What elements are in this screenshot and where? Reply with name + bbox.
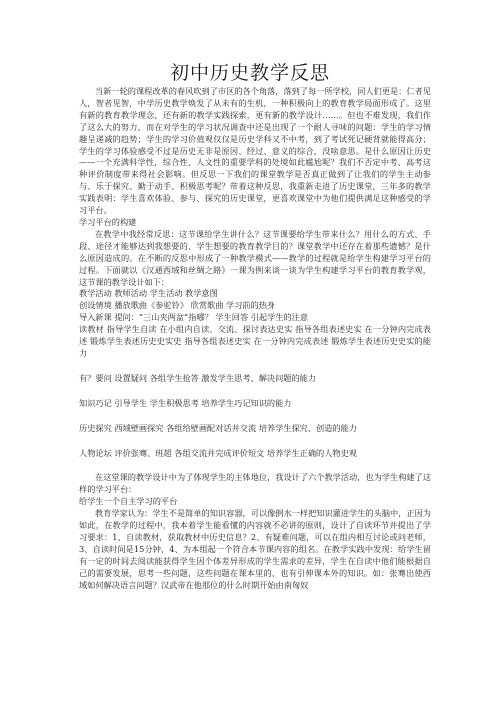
lesson-table-header: 教学活动 教师活动 学生活动 教学意图	[79, 288, 218, 299]
lesson-row: 读教材 指导学生自读 在小组内自读、交流、探讨表达史实 指导各组表述史实 在一分钟内完成表述 锻炼学生表述历史史实史 指导各组表述史实 在一分钟内完成表述 锻炼学生表述历史史实的能力	[79, 324, 431, 358]
lesson-row: 创设情境 播放歌曲《参驼铃》 欣赏歌曲 学习前的热身	[79, 300, 276, 311]
design-summary-paragraph: 在这堂课的教学设计中为了体现学生的主体地位，我设计了六个教学活动，也为学生构建了这样的学习平台：	[79, 472, 431, 495]
reflection-paragraph: 在教学中我经常反思：这节课给学生讲什么？这节课要给学生带来什么？用什么的方式、手段、途径才能够达到我想要的、学生想要的教育教学目的？课堂教学中还存在着那些遗憾？是什么原因造成的。在不断的反思中形成了一种教学模式——教学的过程就是给学生构建学习平台的过程。下面就以《汉通西域和丝绸之路》一课为例来谈一谈为学生构建学习平台的教育教学观，这节课的教学设计如下：	[79, 228, 431, 287]
subsection-heading: 给学生一个自主学习的平台	[79, 496, 178, 507]
lesson-row: 知识巧记 引导学生 学生积极思考 培养学生巧记知识的能力	[79, 397, 292, 408]
intro-paragraph: 当新一轮的课程改革的春风吹到了市区的各个角落，落到了每一所学校，同人们更是：仁者见人，智者见智，中学历史教学焕发了从未有的生机，一种积极向上的教育教学局面形成了。这里有新的教育教学理念，还有新的教学实践探索，更有新的教学设计……。但也不难发现，我们作了这么大的努力，而在对学生的学习状况调查中还是出现了一个耐人寻味的问题：学生的学习情趣呈递减的趋势；学生的学习价值观仅仅是历史学科又不中考，到了考试死记硬背就能得高分；学生的学习体验感受不过是历史无非是原因、经过、意义的综合，没啥意思。是什么原因让历史——一个充满科学性，综合性、人文性的重要学科的处境如此尴尬呢？我们不否定中考、高考这种评价制度带来得社会影响。但反思一下我们的课堂教学是否真正做到了让我们的学生主动参与、乐于探究、勤于动手、积极思考呢？带着这种反思，我重新走进了历史课堂，三年多的教学实践表明：学生喜欢体验、参与、探究的历史课堂，更喜欢课堂中为他们提供满足这种感受的学习平台。	[79, 86, 431, 216]
lesson-row: 历史探究 西域壁画探究 各组给壁画配对话并交流 培养学生探究、创造的能力	[79, 422, 357, 433]
section-heading: 学习平台的构建	[79, 216, 137, 227]
document-title: 初中历史教学反思	[169, 62, 330, 84]
document-body	[79, 86, 431, 592]
lesson-row: 有？要问 设置疑问 各组学生抢答 激发学生思考、解决问题的能力	[79, 372, 317, 383]
self-study-paragraph: 教育学家认为：学生不是简单的知识容器，可以像倒水一样把知识灌进学生的头脑中，正因为如此，在教学的过程中，我本着学生能看懂的内容就不必讲的原则，设计了自读环节并提出了学习要求：1、自读教材，获取教材中历史信息？2、有疑难问题，可以在组内相互讨论或问老师，3、自读时间是15分钟，4、为本组起一个符合本节课内容的组名。在教学实践中发现：给学生留有一定的时间去阅读能获得学生因个体差异形成的学生需求的差异，学生在自读中他们能根据自己的需要发展，思考一些问题，这些问题在课本里的，也有引伸课本外的知识。如：张骞出使西域如何解决语言问题？汉武帝在他那位的什么时期开始由南匈奴	[79, 508, 431, 590]
lesson-row: 导入新课 提问：“三山夹两盆”指哪？ 学生回答 引起学生的注意	[79, 312, 309, 323]
lesson-row: 人物论坛 评价张骞、班超 各组交流并完成评价短文 培养学生正确的人物史观	[79, 447, 357, 458]
